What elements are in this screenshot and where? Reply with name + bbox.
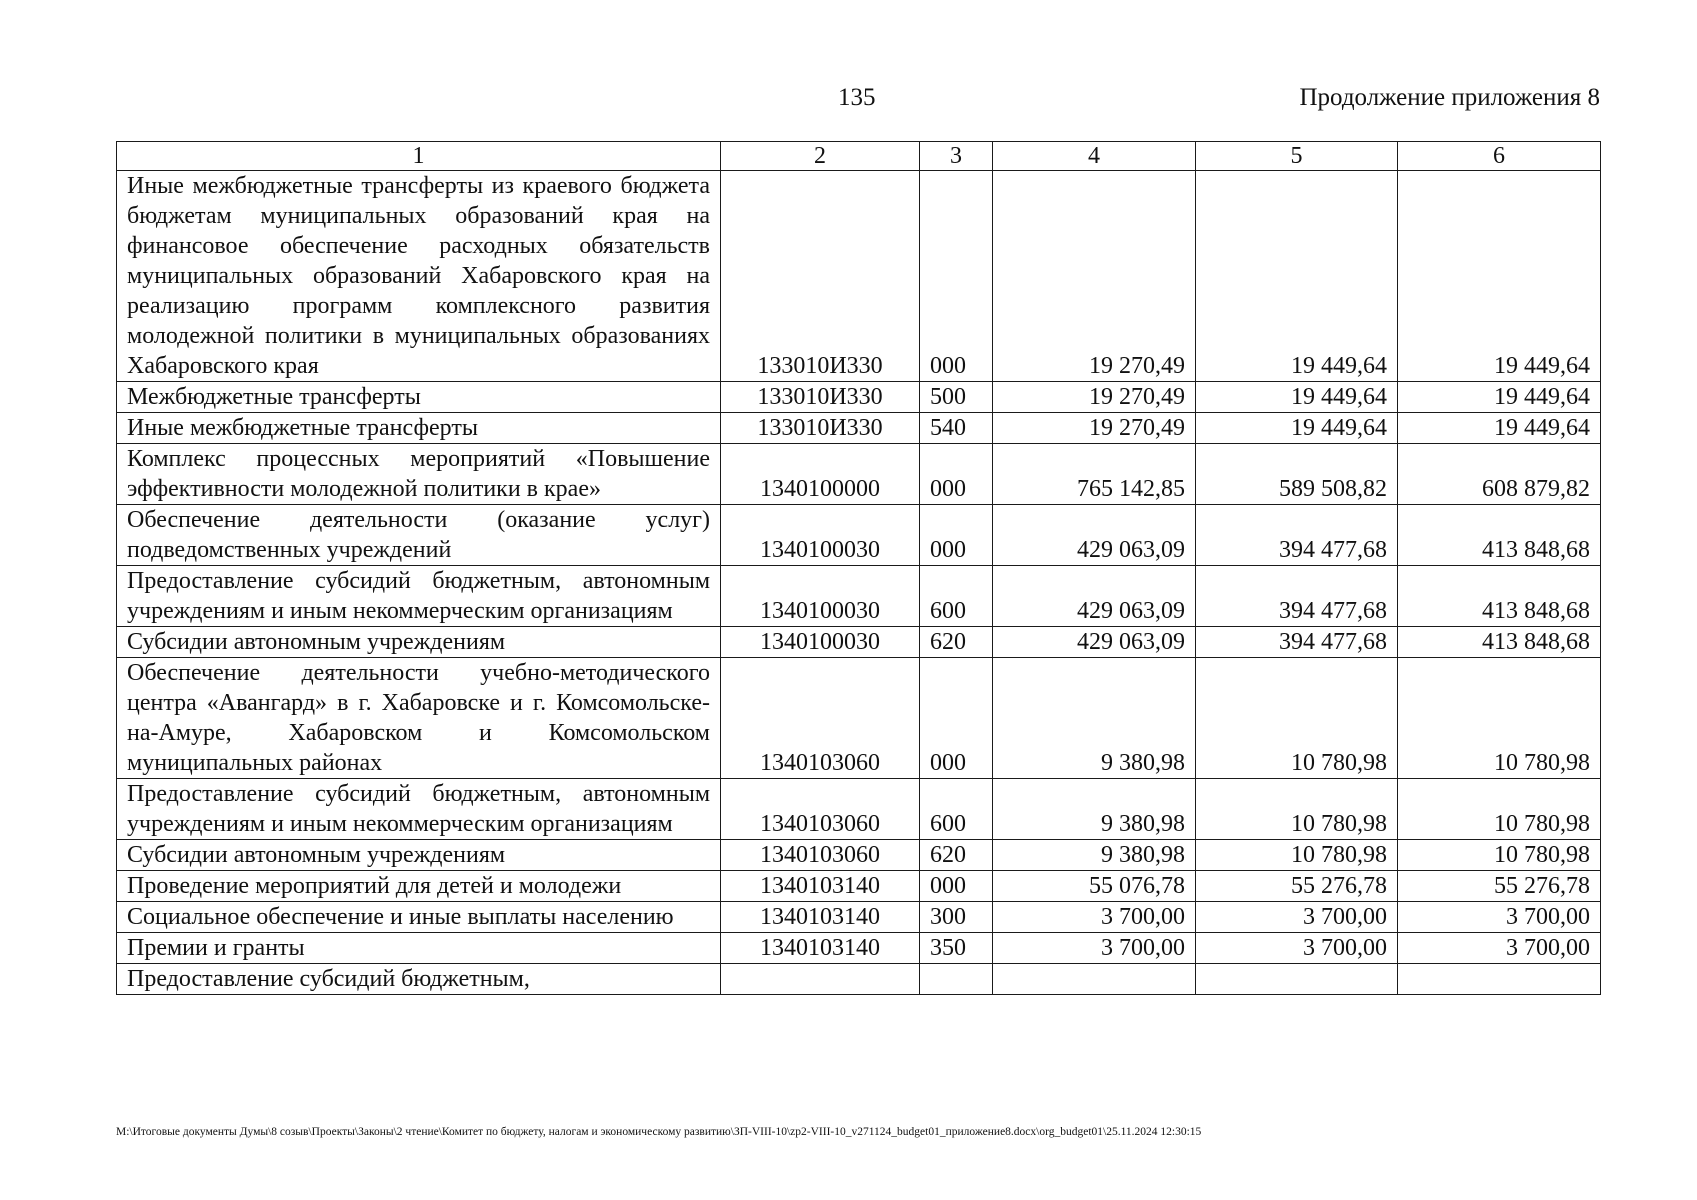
row-code: 1340100030 <box>721 505 920 566</box>
row-value-2024: 429 063,09 <box>993 627 1196 658</box>
row-value-2025: 19 449,64 <box>1196 171 1398 382</box>
row-value-2026: 3 700,00 <box>1398 933 1601 964</box>
row-value-2026: 10 780,98 <box>1398 658 1601 779</box>
table-row <box>117 627 1601 658</box>
row-value-2025: 394 477,68 <box>1196 566 1398 627</box>
table-row <box>117 505 1601 566</box>
row-value-2026: 10 780,98 <box>1398 779 1601 840</box>
row-value-2026: 19 449,64 <box>1398 413 1601 444</box>
table-row <box>117 382 1601 413</box>
row-value-2024: 765 142,85 <box>993 444 1196 505</box>
row-code: 133010И330 <box>721 382 920 413</box>
row-name: Иные межбюджетные трансферты <box>117 413 721 444</box>
row-value-2024: 9 380,98 <box>993 840 1196 871</box>
row-value-2025: 394 477,68 <box>1196 505 1398 566</box>
row-value-2026: 413 848,68 <box>1398 566 1601 627</box>
column-header: 6 <box>1398 142 1601 171</box>
table-row <box>117 658 1601 779</box>
table-row <box>117 840 1601 871</box>
row-expense-type: 540 <box>920 413 993 444</box>
row-expense-type: 620 <box>920 840 993 871</box>
row-value-2026: 10 780,98 <box>1398 840 1601 871</box>
row-value-2025: 19 449,64 <box>1196 382 1398 413</box>
column-header: 3 <box>920 142 993 171</box>
row-name: Премии и гранты <box>117 933 721 964</box>
column-header: 5 <box>1196 142 1398 171</box>
column-header: 4 <box>993 142 1196 171</box>
row-value-2025: 10 780,98 <box>1196 840 1398 871</box>
row-code: 1340103140 <box>721 871 920 902</box>
row-value-2024: 19 270,49 <box>993 171 1196 382</box>
row-expense-type: 000 <box>920 871 993 902</box>
row-value-2024: 429 063,09 <box>993 505 1196 566</box>
row-value-2026: 3 700,00 <box>1398 902 1601 933</box>
table-row <box>117 902 1601 933</box>
row-expense-type: 350 <box>920 933 993 964</box>
row-name: Проведение мероприятий для детей и молодежи <box>117 871 721 902</box>
column-header: 2 <box>721 142 920 171</box>
row-value-2024: 3 700,00 <box>993 933 1196 964</box>
row-value-2024 <box>993 964 1196 995</box>
row-name: Комплекс процессных мероприятий «Повышение эффективности молодежной политики в крае» <box>117 444 721 505</box>
row-name: Социальное обеспечение и иные выплаты населению <box>117 902 721 933</box>
row-name: Субсидии автономным учреждениям <box>117 627 721 658</box>
row-value-2025 <box>1196 964 1398 995</box>
row-expense-type: 600 <box>920 566 993 627</box>
appendix-label: Продолжение приложения 8 <box>1299 84 1600 111</box>
row-name: Обеспечение деятельности (оказание услуг) подведомственных учреждений <box>117 505 721 566</box>
row-name: Предоставление субсидий бюджетным, автономным учреждениям и иным некоммерческим организациям <box>117 779 721 840</box>
row-name: Обеспечение деятельности учебно-методического центра «Авангард» в г. Хабаровске и г. Комсомольске-на-Амуре, Хабаровском и Комсомольском муниципальных районах <box>117 658 721 779</box>
table-row <box>117 933 1601 964</box>
table-row <box>117 779 1601 840</box>
row-value-2024: 429 063,09 <box>993 566 1196 627</box>
table-row <box>117 871 1601 902</box>
row-code: 1340103140 <box>721 902 920 933</box>
row-value-2026: 413 848,68 <box>1398 627 1601 658</box>
row-value-2025: 3 700,00 <box>1196 933 1398 964</box>
footer-file-path: M:\Итоговые документы Думы\8 созыв\Проекты\Законы\2 чтение\Комитет по бюджету, налогам и экономическому развитию\ЗП-VIII-10\zp2-VIII-10_v271124_budget01_приложение8.docx\org_budget01\25.11.2024 12:30:15 <box>116 1126 1202 1138</box>
row-code: 1340100000 <box>721 444 920 505</box>
row-code: 133010И330 <box>721 171 920 382</box>
row-value-2026: 19 449,64 <box>1398 171 1601 382</box>
row-value-2026: 55 276,78 <box>1398 871 1601 902</box>
row-expense-type <box>920 964 993 995</box>
row-name: Межбюджетные трансферты <box>117 382 721 413</box>
row-expense-type: 300 <box>920 902 993 933</box>
row-value-2026: 608 879,82 <box>1398 444 1601 505</box>
row-value-2024: 55 076,78 <box>993 871 1196 902</box>
row-value-2024: 19 270,49 <box>993 382 1196 413</box>
table-row <box>117 964 1601 995</box>
row-expense-type: 000 <box>920 444 993 505</box>
row-expense-type: 620 <box>920 627 993 658</box>
row-expense-type: 000 <box>920 658 993 779</box>
row-value-2024: 3 700,00 <box>993 902 1196 933</box>
row-name: Предоставление субсидий бюджетным, автономным учреждениям и иным некоммерческим организациям <box>117 566 721 627</box>
row-value-2025: 394 477,68 <box>1196 627 1398 658</box>
row-code: 133010И330 <box>721 413 920 444</box>
row-expense-type: 500 <box>920 382 993 413</box>
row-value-2025: 10 780,98 <box>1196 779 1398 840</box>
row-value-2024: 9 380,98 <box>993 658 1196 779</box>
page-number: 135 <box>838 84 876 111</box>
row-code: 1340103060 <box>721 658 920 779</box>
row-name: Предоставление субсидий бюджетным, <box>117 964 721 995</box>
row-code: 1340100030 <box>721 627 920 658</box>
row-code: 1340103060 <box>721 840 920 871</box>
row-code: 1340103140 <box>721 933 920 964</box>
row-name: Субсидии автономным учреждениям <box>117 840 721 871</box>
row-value-2025: 19 449,64 <box>1196 413 1398 444</box>
row-value-2026 <box>1398 964 1601 995</box>
row-expense-type: 000 <box>920 171 993 382</box>
table-row <box>117 413 1601 444</box>
row-code <box>721 964 920 995</box>
table-row <box>117 444 1601 505</box>
row-value-2025: 589 508,82 <box>1196 444 1398 505</box>
row-expense-type: 000 <box>920 505 993 566</box>
table-row <box>117 171 1601 382</box>
row-value-2026: 413 848,68 <box>1398 505 1601 566</box>
row-value-2025: 10 780,98 <box>1196 658 1398 779</box>
column-header: 1 <box>117 142 721 171</box>
row-value-2024: 9 380,98 <box>993 779 1196 840</box>
row-code: 1340100030 <box>721 566 920 627</box>
row-code: 1340103060 <box>721 779 920 840</box>
row-value-2026: 19 449,64 <box>1398 382 1601 413</box>
row-expense-type: 600 <box>920 779 993 840</box>
table-row <box>117 566 1601 627</box>
row-value-2024: 19 270,49 <box>993 413 1196 444</box>
row-value-2025: 55 276,78 <box>1196 871 1398 902</box>
header-row <box>117 142 1601 171</box>
budget-table <box>116 141 1601 995</box>
row-name: Иные межбюджетные трансферты из краевого бюджета бюджетам муниципальных образований края на финансовое обеспечение расходных обязательств муниципальных образований Хабаровского края на реализацию программ комплексного развития молодежной политики в муниципальных образованиях Хабаровского края <box>117 171 721 382</box>
row-value-2025: 3 700,00 <box>1196 902 1398 933</box>
